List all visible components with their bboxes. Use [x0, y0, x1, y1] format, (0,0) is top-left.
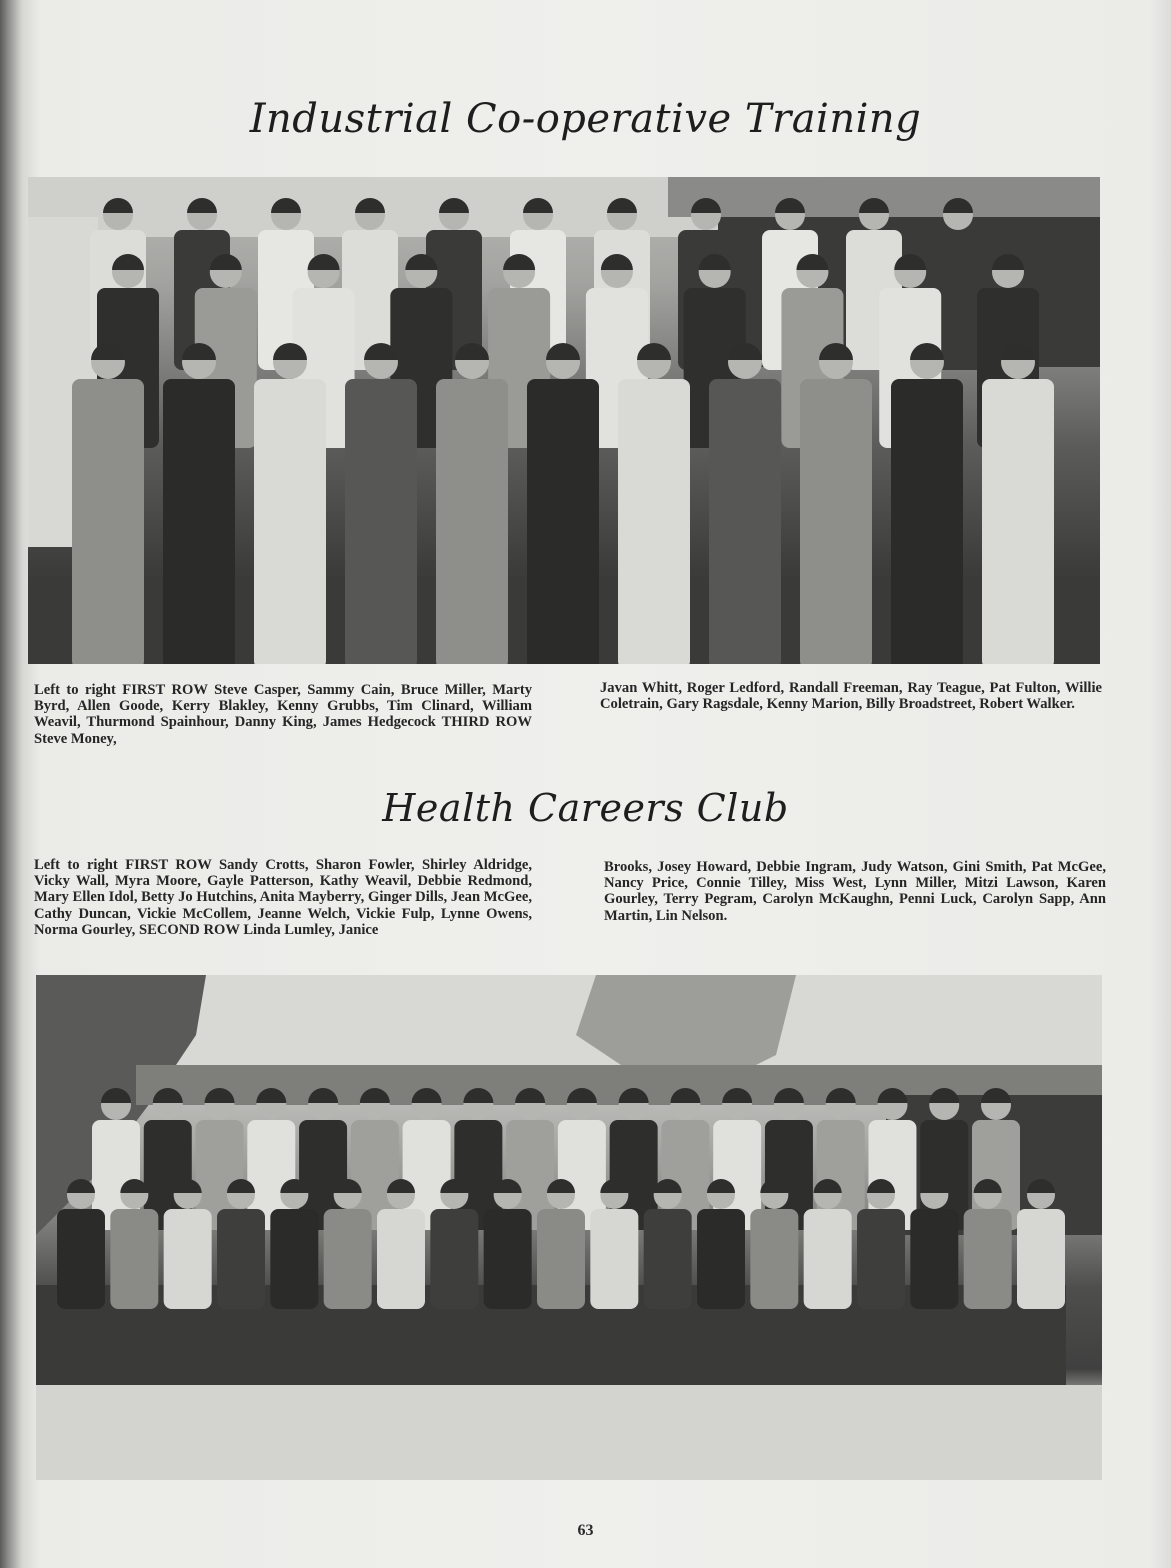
figure-body	[804, 1209, 852, 1309]
figure-body	[800, 379, 872, 664]
figure-body	[110, 1209, 158, 1309]
figure-body	[750, 1209, 798, 1309]
group-photo-industrial-co-operative-training	[28, 177, 1100, 664]
figure-body	[590, 1209, 638, 1309]
photo-figures	[72, 198, 1054, 664]
photo-illustration	[36, 975, 1102, 1480]
figure-body	[324, 1209, 372, 1309]
caption-industrial-co-operative-training-right: Javan Whitt, Roger Ledford, Randall Freeman, Ray Teague, Pat Fulton, Willie Coletrain, Gary Ragsdale, Kenny Marion, Billy Broadstreet, Robert Walker.	[600, 680, 1102, 713]
figure-body	[430, 1209, 478, 1309]
caption-health-careers-club-right: Brooks, Josey Howard, Debbie Ingram, Judy Watson, Gini Smith, Pat McGee, Nancy Price, Connie Tilley, Miss West, Lynn Miller, Mitzi Lawson, Karen Gourley, Terry Pegram, Carolyn McKaughn, Penni Luck, Carolyn Sapp, Ann Martin, Lin Nelson.	[604, 859, 1106, 924]
figure-body	[217, 1209, 265, 1309]
section-title-health-careers-club: Health Careers Club	[382, 786, 789, 830]
figure-body	[345, 379, 417, 664]
photo-illustration	[28, 177, 1100, 664]
caption-industrial-co-operative-training-left: Left to right FIRST ROW Steve Casper, Sammy Cain, Bruce Miller, Marty Byrd, Allen Goode, Kerry Blakley, Kenny Grubbs, Tim Clinard, William Weavil, Thurmond Spainhour, Danny King, James Hedgecock THIRD ROW Steve Money,	[34, 682, 532, 747]
figure-body	[484, 1209, 532, 1309]
figure-body	[857, 1209, 905, 1309]
caption-health-careers-club-left: Left to right FIRST ROW Sandy Crotts, Sharon Fowler, Shirley Aldridge, Vicky Wall, Myra Moore, Gayle Patterson, Kathy Weavil, Debbie Redmond, Mary Ellen Idol, Betty Jo Hutchins, Anita Mayberry, Ginger Dills, Jean McGee, Cathy Duncan, Vickie McCollem, Jeanne Welch, Vickie Fulp, Lynne Owens, Norma Gourley, SECOND ROW Linda Lumley, Janice	[34, 857, 532, 938]
figure-body	[964, 1209, 1012, 1309]
figure-body	[537, 1209, 585, 1309]
group-photo-health-careers-club	[36, 975, 1102, 1480]
figure-body	[527, 379, 599, 664]
figure-body	[72, 379, 144, 664]
figure-body	[709, 379, 781, 664]
figure-body	[910, 1209, 958, 1309]
figure-body	[644, 1209, 692, 1309]
figure-body	[163, 379, 235, 664]
section-title-industrial-co-operative-training: Industrial Co-operative Training	[249, 96, 922, 142]
figure-body	[1017, 1209, 1065, 1309]
figure-body	[697, 1209, 745, 1309]
figure-body	[982, 379, 1054, 664]
figure-body	[377, 1209, 425, 1309]
figure-body	[436, 379, 508, 664]
figure-body	[891, 379, 963, 664]
page-number: 63	[577, 1522, 594, 1539]
figure-body	[254, 379, 326, 664]
figure-body	[164, 1209, 212, 1309]
figure-body	[270, 1209, 318, 1309]
figure-body	[57, 1209, 105, 1309]
figure-body	[618, 379, 690, 664]
